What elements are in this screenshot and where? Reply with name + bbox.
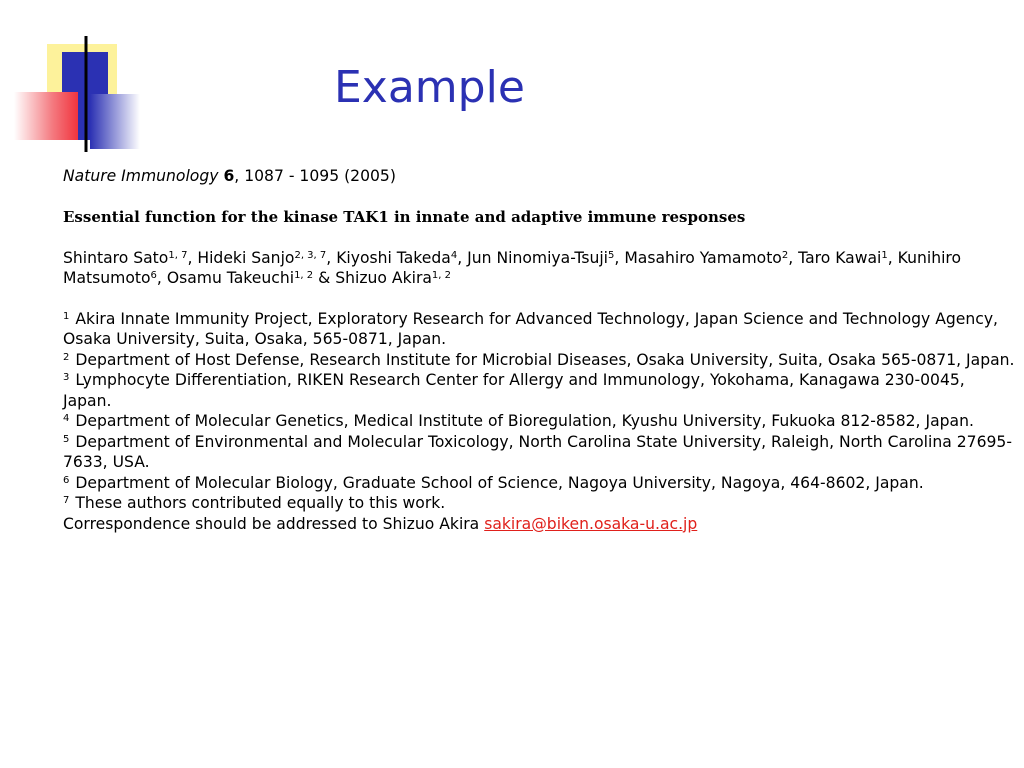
author-separator: ,: [457, 248, 468, 267]
affiliation-text: Department of Molecular Genetics, Medical Institute of Bioregulation, Kyushu University, Fukuoka 812-8582, Japan.: [75, 412, 974, 430]
affiliation-text: Akira Innate Immunity Project, Exploratory Research for Advanced Technology, Japan Science and Technology Agency, Osaka University, Suita, Osaka, 565-0871, Japan.: [63, 309, 999, 348]
affiliation-text: Department of Environmental and Molecular Toxicology, North Carolina State University, Raleigh, North Carolina 27695-7633, USA.: [63, 432, 1012, 471]
affiliation-text: Department of Host Defense, Research Institute for Microbial Diseases, Osaka University, Suita, Osaka 565-0871, Japan.: [75, 350, 1015, 369]
author-separator: ,: [156, 269, 167, 287]
author-affiliation-marker: 2: [781, 249, 789, 261]
email-link[interactable]: sakira@biken.osaka-u.ac.jp: [484, 514, 698, 533]
affiliation-item: [63, 473, 1018, 494]
author-name: Jun Ninomiya-Tsuji: [467, 248, 609, 267]
author-separator: &: [313, 269, 336, 287]
journal-name: Nature Immunology: [63, 167, 219, 185]
author-separator: ,: [187, 248, 198, 267]
affiliation-number: 1: [63, 310, 70, 322]
affiliation-number: 4: [63, 413, 70, 424]
affiliation-item: [63, 370, 1018, 411]
affiliation-text: Department of Molecular Biology, Graduate School of Science, Nagoya University, Nagoya, 464-8602, Japan.: [75, 473, 924, 492]
author-list: [63, 248, 1018, 289]
blue-shade: [90, 94, 140, 149]
author-name: Masahiro Yamamoto: [624, 248, 782, 267]
affiliation-item: [63, 432, 1018, 473]
author-name: Taro Kawai: [798, 248, 882, 267]
affiliation-number: 3: [63, 372, 70, 383]
author-name: Shintaro Sato: [63, 248, 169, 267]
affiliation-number: 7: [63, 495, 70, 506]
slide-title: Example: [334, 62, 525, 113]
affiliation-text: These authors contributed equally to this work.: [75, 494, 446, 512]
affiliation-item: [63, 493, 1018, 514]
affiliation-list: [63, 309, 1018, 514]
affiliation-number: 6: [63, 474, 70, 486]
author-affiliation-marker: 1: [881, 249, 888, 261]
author-affiliation-marker: 1, 2: [294, 270, 314, 281]
author-affiliation-marker: 6: [150, 270, 157, 281]
author-name: Kiyoshi Takeda: [336, 248, 451, 267]
author-name: Hideki Sanjo: [197, 248, 295, 267]
author-name: Kunihiro Matsumoto: [63, 248, 962, 287]
correspondence-text: Correspondence should be addressed to Shizuo Akira: [63, 514, 485, 533]
affiliation-text: Lymphocyte Differentiation, RIKEN Research Center for Allergy and Immunology, Yokohama, Kanagawa 230-0045, Japan.: [63, 371, 965, 410]
author-separator: ,: [788, 248, 799, 267]
affiliation-item: [63, 309, 1018, 350]
citation: [63, 166, 1018, 187]
red-gradient-square: [14, 92, 78, 140]
author-separator: ,: [326, 248, 337, 267]
author-name: Shizuo Akira: [335, 269, 432, 287]
affiliation-item: [63, 350, 1018, 371]
author-affiliation-marker: 1, 2: [431, 270, 452, 281]
affiliation-number: 5: [63, 433, 70, 445]
author-affiliation-marker: 4: [450, 249, 458, 261]
author-name: Osamu Takeuchi: [166, 269, 295, 287]
correspondence: [63, 514, 1018, 535]
author-affiliation-marker: 1, 7: [168, 249, 188, 261]
author-affiliation-marker: 5: [608, 249, 615, 261]
affiliation-item: [63, 411, 1018, 432]
paper-title: Essential function for the kinase TAK1 in innate and adaptive immune responses: [63, 207, 746, 226]
slide-content: [63, 166, 1018, 534]
author-separator: ,: [614, 248, 625, 267]
affiliation-number: 2: [63, 351, 70, 363]
pages-year: , 1087 - 1095 (2005): [234, 167, 396, 185]
author-affiliation-marker: 2, 3, 7: [294, 249, 327, 261]
journal-volume: 6: [223, 167, 235, 185]
author-separator: ,: [887, 248, 898, 267]
